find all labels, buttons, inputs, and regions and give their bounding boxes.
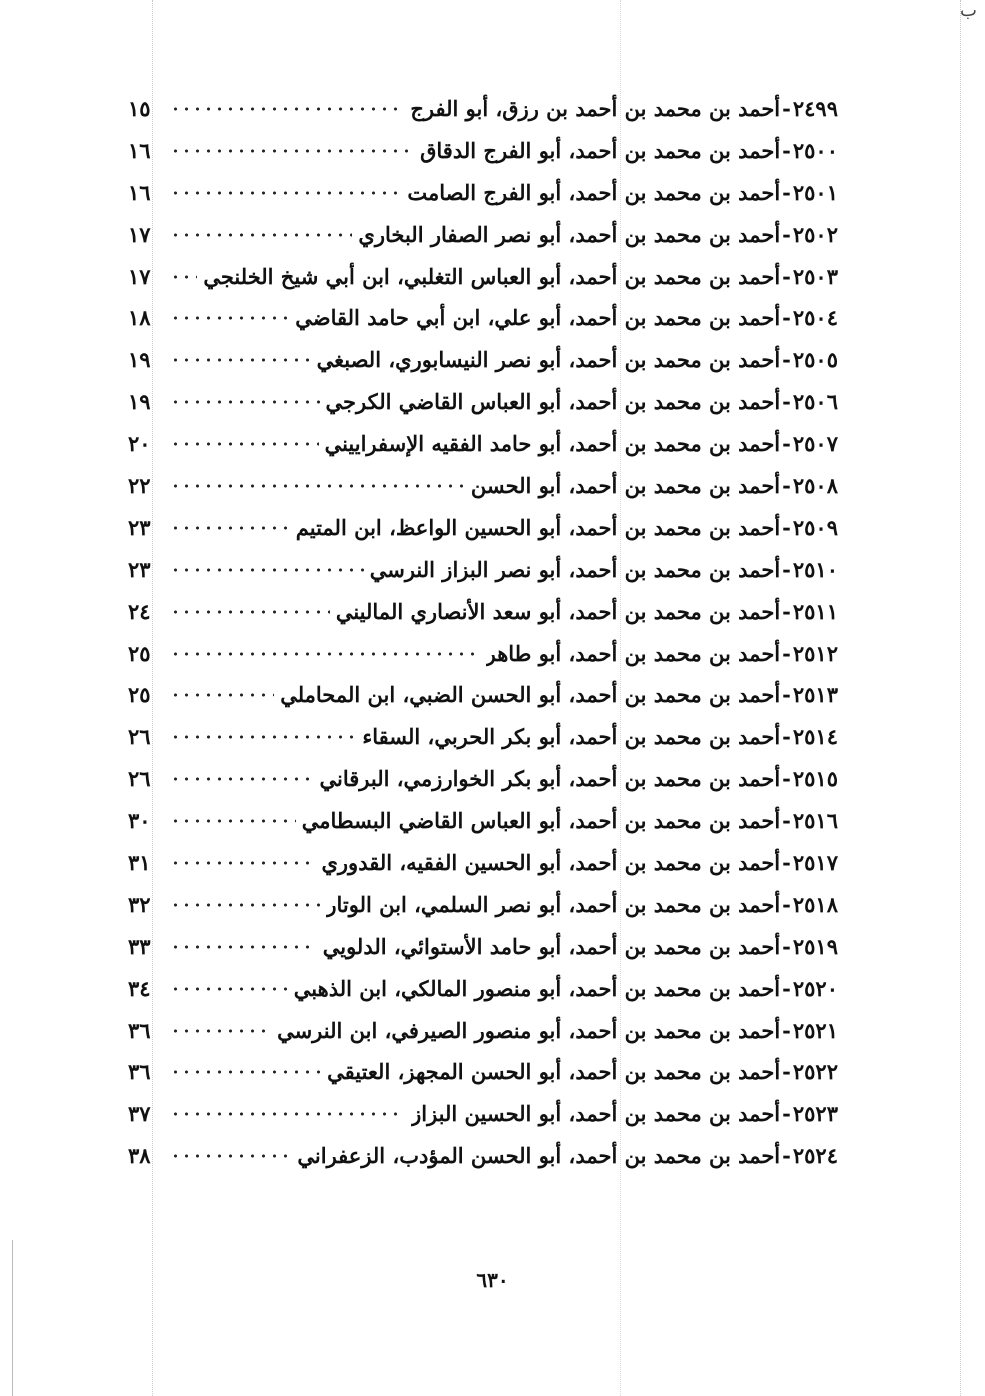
entry-number: ٢٤٩٩ xyxy=(792,96,838,121)
entry-number: ٢٥٠٤ xyxy=(792,305,838,331)
entry-dash: - xyxy=(782,891,791,917)
entry-dash: - xyxy=(782,766,791,792)
entry-number: ٢٥٢٣ xyxy=(792,1101,838,1127)
dot-leader xyxy=(170,986,288,992)
entry-dash: - xyxy=(782,975,791,1001)
entry-title: أحمد بن محمد بن أحمد، أبو نصر السلمي، ابن الوتار xyxy=(326,891,781,917)
dot-leader xyxy=(170,232,352,238)
entry-page-ref: ٢٥ xyxy=(128,682,151,708)
entry-number: ٢٥٠٧ xyxy=(792,431,838,457)
entry-number: ٢٥١٥ xyxy=(792,766,838,792)
entry-number: ٢٥٠٣ xyxy=(792,263,838,289)
toc-entry xyxy=(128,339,838,381)
entry-page-ref: ١٨ xyxy=(128,305,151,331)
entry-page-ref: ٢٣ xyxy=(128,514,151,540)
entry-dash: - xyxy=(782,933,791,959)
toc-entry xyxy=(128,842,838,884)
entry-title: أحمد بن محمد بن أحمد، أبو الحسين البزاز xyxy=(411,1101,781,1127)
entry-title: أحمد بن محمد بن أحمد، أبو منصور الصيرفي، ابن النرسي xyxy=(277,1017,781,1043)
dot-leader xyxy=(170,274,197,280)
entry-title: أحمد بن محمد بن أحمد، أبو الحسن xyxy=(470,473,781,499)
entry-number: ٢٥١٧ xyxy=(792,850,838,876)
entry-page-ref: ٢٦ xyxy=(128,766,151,792)
entry-title: أحمد بن محمد بن أحمد، أبو الحسن الضبي، ابن المحاملي xyxy=(280,682,781,708)
entry-page-ref: ٢٢ xyxy=(128,473,151,499)
entry-number: ٢٥٠٢ xyxy=(792,221,838,247)
entry-dash: - xyxy=(782,473,791,499)
entry-title: أحمد بن محمد بن أحمد، أبو الحسن المؤدب، الزعفراني xyxy=(297,1143,781,1169)
dot-leader xyxy=(170,818,296,824)
dot-leader xyxy=(170,399,320,405)
entry-dash: - xyxy=(782,850,791,876)
entry-number: ٢٥١٨ xyxy=(792,891,838,917)
entry-title: أحمد بن محمد بن أحمد، أبو حامد الفقيه الإسفراييني xyxy=(324,431,781,457)
entry-number: ٢٥١١ xyxy=(792,598,838,624)
entry-title: أحمد بن محمد بن أحمد، أبو بكر الخوارزمي، البرقاني xyxy=(319,766,781,792)
entry-number: ٢٥٠٠ xyxy=(792,137,838,163)
entry-dash: - xyxy=(782,640,791,666)
dot-leader xyxy=(170,609,330,615)
dot-leader xyxy=(170,441,319,447)
entry-dash: - xyxy=(782,179,791,205)
toc-entry xyxy=(128,591,838,633)
toc-entry xyxy=(128,465,838,507)
entry-title: أحمد بن محمد بن أحمد، أبو سعد الأنصاري الماليني xyxy=(335,598,781,624)
entry-page-ref: ٣٦ xyxy=(128,1059,151,1085)
entry-title: أحمد بن محمد بن أحمد، أبو منصور المالكي، ابن الذهبي xyxy=(293,975,781,1001)
entry-dash: - xyxy=(782,96,791,121)
entry-page-ref: ٣٠ xyxy=(128,808,151,834)
entry-number: ٢٥١٩ xyxy=(792,933,838,959)
entry-dash: - xyxy=(782,431,791,457)
entry-number: ٢٥١٣ xyxy=(792,682,838,708)
toc-entry xyxy=(128,800,838,842)
entry-page-ref: ٢٤ xyxy=(128,598,151,624)
toc-entry xyxy=(128,381,838,423)
entry-number: ٢٥٠٨ xyxy=(792,473,838,499)
toc-entry xyxy=(128,130,838,172)
entry-dash: - xyxy=(782,682,791,708)
toc-entry xyxy=(128,633,838,675)
toc-entry xyxy=(128,926,838,968)
table-of-contents xyxy=(128,88,838,1177)
entry-page-ref: ٣١ xyxy=(128,850,151,876)
entry-page-ref: ٣٢ xyxy=(128,891,151,917)
entry-number: ٢٥٠٥ xyxy=(792,347,838,373)
entry-dash: - xyxy=(782,1101,791,1127)
entry-page-ref: ١٩ xyxy=(128,347,151,373)
toc-entry xyxy=(128,1051,838,1093)
toc-entry xyxy=(128,1135,838,1177)
entry-page-ref: ٣٤ xyxy=(128,975,151,1001)
entry-page-ref: ١٧ xyxy=(128,263,151,289)
toc-entry xyxy=(128,884,838,926)
dot-leader xyxy=(170,483,465,489)
entry-dash: - xyxy=(782,347,791,373)
entry-title: أحمد بن محمد بن أحمد، أبو حامد الأستوائي، الدلويي xyxy=(322,933,781,959)
toc-entry xyxy=(128,507,838,549)
scan-artifact-line xyxy=(960,0,961,1396)
entry-title: أحمد بن محمد بن أحمد، أبو الحسن المجهز، العتيقي xyxy=(327,1059,781,1085)
entry-number: ٢٥٢٠ xyxy=(792,975,838,1001)
dot-leader xyxy=(170,734,356,740)
dot-leader xyxy=(170,315,289,321)
entry-page-ref: ٢٦ xyxy=(128,724,151,750)
entry-dash: - xyxy=(782,1143,791,1169)
entry-number: ٢٥٠٩ xyxy=(792,514,838,540)
entry-dash: - xyxy=(782,556,791,582)
entry-number: ٢٥١٢ xyxy=(792,640,838,666)
entry-page-ref: ٢٥ xyxy=(128,640,151,666)
entry-page-ref: ٣٦ xyxy=(128,1017,151,1043)
entry-title: أحمد بن محمد بن أحمد، أبو الفرج الصامت xyxy=(407,179,781,205)
entry-page-ref: ١٦ xyxy=(128,179,151,205)
dot-leader xyxy=(170,1028,271,1034)
entry-dash: - xyxy=(782,137,791,163)
entry-title: أحمد بن محمد بن أحمد، أبو نصر البزاز النرسي xyxy=(369,556,781,582)
entry-title: أحمد بن محمد بن أحمد، أبو العباس القاضي البسطامي xyxy=(301,808,781,834)
toc-entry xyxy=(128,968,838,1010)
dot-leader xyxy=(170,692,274,698)
toc-entry xyxy=(128,88,838,130)
toc-entry xyxy=(128,214,838,256)
page-number: ٦٣٠ xyxy=(476,1268,509,1292)
toc-entry xyxy=(128,674,838,716)
entry-number: ٢٥٠١ xyxy=(792,179,838,205)
entry-dash: - xyxy=(782,598,791,624)
entry-number: ٢٥٢١ xyxy=(792,1017,838,1043)
entry-page-ref: ٢٠ xyxy=(128,431,151,457)
entry-page-ref: ٣٧ xyxy=(128,1101,151,1127)
entry-title: أحمد بن محمد بن أحمد، أبو طاهر xyxy=(485,640,781,666)
dot-leader xyxy=(170,1153,291,1159)
entry-dash: - xyxy=(782,808,791,834)
toc-entry xyxy=(128,549,838,591)
entry-number: ٢٥١٤ xyxy=(792,724,838,750)
dot-leader xyxy=(170,190,401,196)
entry-title: أحمد بن محمد بن أحمد، أبو الفرج الدقاق xyxy=(420,137,781,163)
toc-entry xyxy=(128,1093,838,1135)
entry-page-ref: ١٧ xyxy=(128,221,151,247)
entry-number: ٢٥٠٦ xyxy=(792,389,838,415)
dot-leader xyxy=(170,902,320,908)
entry-number: ٢٥١٦ xyxy=(792,808,838,834)
dot-leader xyxy=(170,148,414,154)
entry-title: أحمد بن محمد بن أحمد، أبو الحسين الواعظ، ابن المتيم xyxy=(295,514,781,540)
entry-dash: - xyxy=(782,1017,791,1043)
entry-dash: - xyxy=(782,263,791,289)
toc-entry xyxy=(128,758,838,800)
entry-dash: - xyxy=(782,389,791,415)
dot-leader xyxy=(170,776,314,782)
entry-page-ref: ٢٣ xyxy=(128,556,151,582)
dot-leader xyxy=(170,651,480,657)
entry-title: أحمد بن محمد بن أحمد، أبو العباس القاضي الكرجي xyxy=(325,389,781,415)
toc-entry xyxy=(128,423,838,465)
entry-page-ref: ١٥ xyxy=(128,96,151,121)
toc-entry xyxy=(128,172,838,214)
entry-page-ref: ١٩ xyxy=(128,389,151,415)
entry-dash: - xyxy=(782,1059,791,1085)
entry-dash: - xyxy=(782,514,791,540)
dot-leader xyxy=(170,1069,321,1075)
scan-artifact-line xyxy=(12,1240,13,1396)
dot-leader xyxy=(170,1111,405,1117)
toc-entry xyxy=(128,1010,838,1052)
toc-entry xyxy=(128,297,838,339)
entry-page-ref: ١٦ xyxy=(128,137,151,163)
dot-leader xyxy=(170,860,315,866)
dot-leader xyxy=(170,357,311,363)
entry-title: أحمد بن محمد بن أحمد، أبو نصر الصفار البخاري xyxy=(358,221,781,247)
entry-number: ٢٥٢٤ xyxy=(792,1143,838,1169)
entry-title: أحمد بن محمد بن أحمد، أبو العباس التغلبي، ابن أبي شيخ الخلنجي xyxy=(203,263,781,289)
entry-page-ref: ٣٨ xyxy=(128,1143,151,1169)
entry-title: أحمد بن محمد بن أحمد بن رزق، أبو الفرج xyxy=(410,96,781,121)
dot-leader xyxy=(170,525,290,531)
toc-entry xyxy=(128,716,838,758)
toc-entry xyxy=(128,256,838,298)
entry-title: أحمد بن محمد بن أحمد، أبو نصر النيسابوري، الصبغي xyxy=(316,347,781,373)
entry-dash: - xyxy=(782,724,791,750)
entry-number: ٢٥٢٢ xyxy=(792,1059,838,1085)
entry-number: ٢٥١٠ xyxy=(792,556,838,582)
entry-title: أحمد بن محمد بن أحمد، أبو علي، ابن أبي حامد القاضي xyxy=(295,305,781,331)
entry-title: أحمد بن محمد بن أحمد، أبو الحسين الفقيه، القدوري xyxy=(321,850,781,876)
entry-title: أحمد بن محمد بن أحمد، أبو بكر الحربي، السقاء xyxy=(362,724,781,750)
entry-dash: - xyxy=(782,221,791,247)
corner-mark: ب xyxy=(960,0,977,21)
dot-leader xyxy=(170,944,317,950)
dot-leader xyxy=(170,106,404,112)
entry-dash: - xyxy=(782,305,791,331)
entry-page-ref: ٣٣ xyxy=(128,933,151,959)
dot-leader xyxy=(170,567,364,573)
